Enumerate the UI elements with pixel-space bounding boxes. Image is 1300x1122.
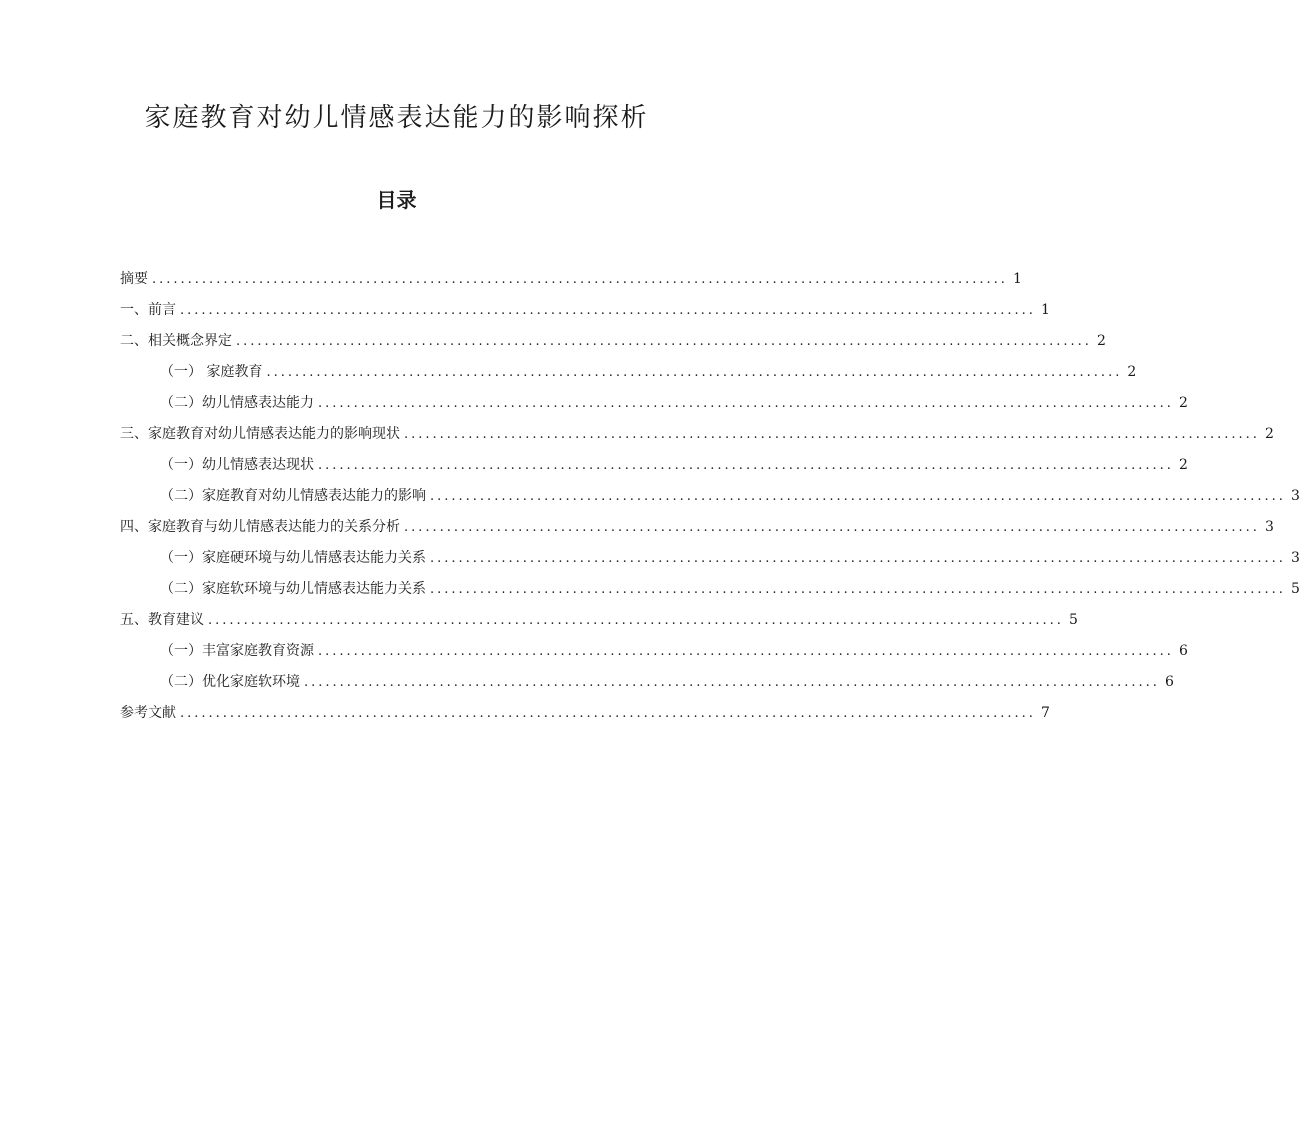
toc-entry[interactable]: [120, 481, 1300, 512]
toc-entry[interactable]: [120, 698, 1050, 729]
toc-entry-page: 2: [1178, 395, 1188, 411]
document-title: 家庭教育对幼儿情感表达能力的影响探析: [144, 103, 649, 133]
toc-entry[interactable]: [120, 295, 1050, 326]
toc-entry-page: 2: [1096, 333, 1106, 349]
toc-entry-page: 5: [1068, 612, 1078, 628]
toc-entry-label: （一）家庭硬环境与幼儿情感表达能力关系: [160, 550, 426, 566]
toc-entry-label: （一） 家庭教育: [160, 364, 263, 380]
toc-entry[interactable]: [120, 543, 1300, 574]
toc-entry-label: （二）家庭软环境与幼儿情感表达能力关系: [160, 581, 426, 597]
toc-entry-label: 参考文献: [120, 705, 176, 721]
toc-entry-label: 二、相关概念界定: [120, 333, 232, 349]
toc-entry-page: 3: [1290, 550, 1300, 566]
toc-entry-label: （一）丰富家庭教育资源: [160, 643, 314, 659]
toc-entry-page: 1: [1040, 302, 1050, 318]
toc-entry-page: 7: [1040, 705, 1050, 721]
toc-entry-label: 一、前言: [120, 302, 176, 318]
toc-entry[interactable]: [120, 636, 1188, 667]
toc-leader-dots: ........................................................................................................................: [430, 582, 1286, 597]
toc-entry-page: 2: [1264, 426, 1274, 442]
toc-entry-page: 6: [1178, 643, 1188, 659]
toc-entry-page: 6: [1164, 674, 1174, 690]
toc-entry-page: 2: [1178, 457, 1188, 473]
toc-entry-label: （二）家庭教育对幼儿情感表达能力的影响: [160, 488, 426, 504]
toc-leader-dots: ........................................................................................................................: [180, 303, 1036, 318]
toc-leader-dots: ........................................................................................................................: [318, 396, 1174, 411]
toc-entry-label: 四、家庭教育与幼儿情感表达能力的关系分析: [120, 519, 400, 535]
toc-entry[interactable]: [120, 574, 1300, 605]
toc-entry-label: 三、家庭教育对幼儿情感表达能力的影响现状: [120, 426, 400, 442]
toc-entry-label: （二）幼儿情感表达能力: [160, 395, 314, 411]
toc-entry[interactable]: [120, 605, 1078, 636]
toc-leader-dots: ........................................................................................................................: [430, 489, 1286, 504]
toc-leader-dots: ........................................................................................................................: [236, 334, 1092, 349]
toc-leader-dots: ........................................................................................................................: [304, 675, 1160, 690]
toc-leader-dots: ........................................................................................................................: [208, 613, 1064, 628]
toc-leader-dots: ........................................................................................................................: [318, 458, 1174, 473]
toc-entry-page: 3: [1264, 519, 1274, 535]
toc-entry-label: 摘要: [120, 271, 148, 287]
toc-leader-dots: ........................................................................................................................: [430, 551, 1286, 566]
toc-entry-label: 五、教育建议: [120, 612, 204, 628]
toc-leader-dots: ........................................................................................................................: [180, 706, 1036, 721]
toc-entry-label: （一）幼儿情感表达现状: [160, 457, 314, 473]
toc-entry-page: 3: [1290, 488, 1300, 504]
toc-leader-dots: ........................................................................................................................: [318, 644, 1174, 659]
toc-heading: 目录: [376, 188, 417, 212]
toc-entry[interactable]: [120, 450, 1188, 481]
toc-leader-dots: ........................................................................................................................: [404, 427, 1260, 442]
toc-entry[interactable]: [120, 357, 1137, 388]
toc-entry-label: （二）优化家庭软环境: [160, 674, 300, 690]
toc-entry[interactable]: [120, 419, 1274, 450]
table-of-contents: [120, 264, 1300, 729]
toc-leader-dots: ........................................................................................................................: [152, 272, 1008, 287]
toc-entry[interactable]: [120, 388, 1188, 419]
toc-entry-page: 2: [1127, 364, 1137, 380]
toc-entry-page: 5: [1290, 581, 1300, 597]
toc-entry-page: 1: [1012, 271, 1022, 287]
toc-entry[interactable]: [120, 512, 1274, 543]
toc-entry[interactable]: [120, 326, 1106, 357]
toc-entry[interactable]: [120, 667, 1174, 698]
toc-leader-dots: ........................................................................................................................: [404, 520, 1260, 535]
toc-leader-dots: ........................................................................................................................: [266, 365, 1123, 380]
toc-entry[interactable]: [120, 264, 1022, 295]
